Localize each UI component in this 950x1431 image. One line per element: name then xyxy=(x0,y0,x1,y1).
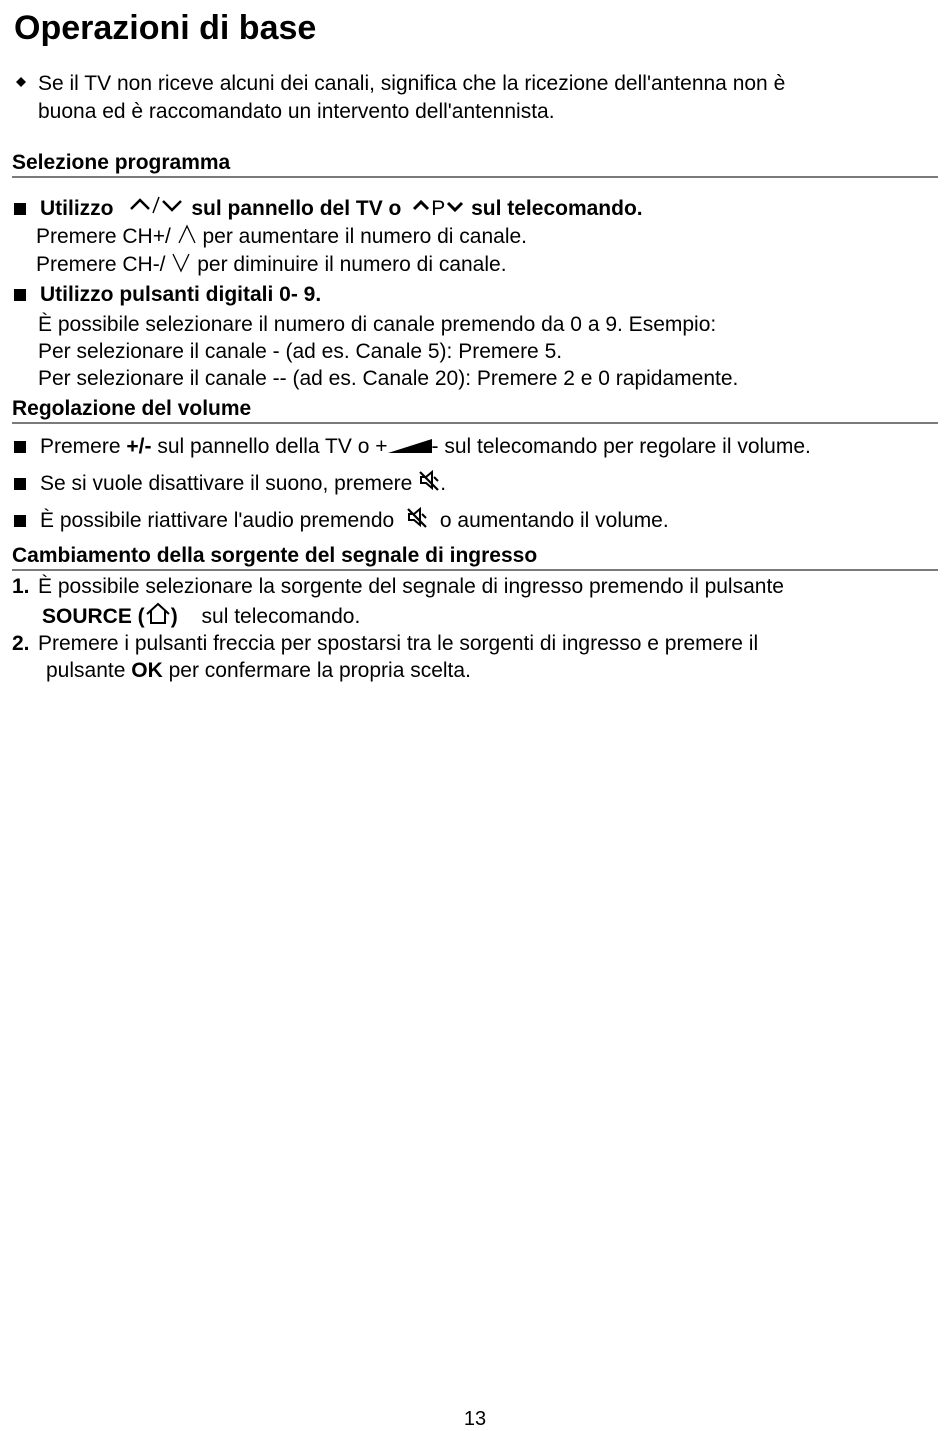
program-bullet-1-a: Utilizzo xyxy=(40,197,114,221)
section-heading-volume: Regolazione del volume xyxy=(12,397,252,420)
section-heading-program: Selezione programma xyxy=(12,151,231,174)
section-divider xyxy=(12,176,938,178)
volume-b1-c: - sul telecomando per regolare il volume. xyxy=(431,435,811,458)
example-line-3: Per selezionare il canale -- (ad es. Canale 20): Premere 2 e 0 rapidamente. xyxy=(38,367,739,390)
volume-bullet-1 xyxy=(40,433,811,461)
diamond-bullet-icon xyxy=(14,70,28,97)
ok-label: OK xyxy=(131,659,163,682)
chevron-up-icon xyxy=(177,223,197,252)
program-bullet-1-c: sul telecomando. xyxy=(471,197,643,221)
volume-bullet-2 xyxy=(40,470,446,499)
ch-plus-line xyxy=(36,223,527,252)
mute-icon xyxy=(418,470,440,499)
volume-b2-b: . xyxy=(440,472,447,496)
ch-minus-line xyxy=(36,251,507,280)
source-label-close: ) xyxy=(170,605,178,629)
program-bullet-2: Utilizzo pulsanti digitali 0- 9. xyxy=(40,283,322,306)
section-divider xyxy=(12,569,938,571)
home-icon xyxy=(145,602,171,633)
volume-b1-a: Premere xyxy=(40,435,121,458)
source-step-1-line-2 xyxy=(42,602,360,633)
source-step-1-line-1: È possibile selezionare la sorgente del segnale di ingresso premendo il pulsante xyxy=(38,575,784,598)
source-step-2-b: per confermare la propria scelta. xyxy=(168,659,471,682)
source-step-1-tail: sul telecomando. xyxy=(201,605,361,629)
program-bullet-1 xyxy=(40,195,643,224)
source-step-2-line-1: Premere i pulsanti freccia per spostarsi tra le sorgenti di ingresso e premere il xyxy=(38,632,759,655)
square-bullet-icon xyxy=(14,515,26,527)
page-title: Operazioni di base xyxy=(14,9,317,47)
p-label: P xyxy=(431,197,446,221)
volume-b3-a: È possibile riattivare l'audio premendo xyxy=(40,509,395,533)
example-line-2: Per selezionare il canale - (ad es. Canale 5): Premere 5. xyxy=(38,340,563,363)
chevron-down-icon xyxy=(445,196,465,223)
source-label: SOURCE ( xyxy=(42,605,145,629)
square-bullet-icon xyxy=(14,441,26,453)
volume-b2-a: Se si vuole disattivare il suono, premere xyxy=(40,472,413,496)
chevron-down-icon xyxy=(171,251,191,280)
section-heading-source: Cambiamento della sorgente del segnale di ingresso xyxy=(12,544,538,567)
program-bullet-1-b: sul pannello del TV o xyxy=(191,197,402,221)
square-bullet-icon xyxy=(14,203,26,215)
section-divider xyxy=(12,422,938,424)
ch-minus-b: per diminuire il numero di canale. xyxy=(197,253,507,277)
page-number: 13 xyxy=(463,1408,487,1430)
step-number-1: 1. xyxy=(12,575,30,598)
volume-b1-b: sul pannello della TV o + xyxy=(157,435,388,458)
example-line-1: È possibile selezionare il numero di canale premendo da 0 a 9. Esempio: xyxy=(38,313,717,336)
ch-plus-a: Premere CH+/ xyxy=(36,225,171,249)
ch-minus-a: Premere CH-/ xyxy=(36,253,166,277)
source-step-2-line-2 xyxy=(46,657,471,684)
source-step-2-a: pulsante xyxy=(46,659,126,682)
volume-bullet-3 xyxy=(40,507,669,536)
chevron-up-down-icon xyxy=(129,195,191,224)
step-number-2: 2. xyxy=(12,632,30,655)
square-bullet-icon xyxy=(14,478,26,490)
volume-b1-bold: +/- xyxy=(126,435,152,458)
chevron-up-icon xyxy=(411,196,431,223)
mute-icon xyxy=(406,507,428,536)
volume-ramp-icon xyxy=(388,434,432,461)
volume-b3-b: o aumentando il volume. xyxy=(439,509,669,533)
intro-line-1: Se il TV non riceve alcuni dei canali, significa che la ricezione dell'antenna non è xyxy=(38,72,786,95)
square-bullet-icon xyxy=(14,289,26,301)
intro-line-2: buona ed è raccomandato un intervento dell'antennista. xyxy=(38,100,555,123)
ch-plus-b: per aumentare il numero di canale. xyxy=(202,225,527,249)
